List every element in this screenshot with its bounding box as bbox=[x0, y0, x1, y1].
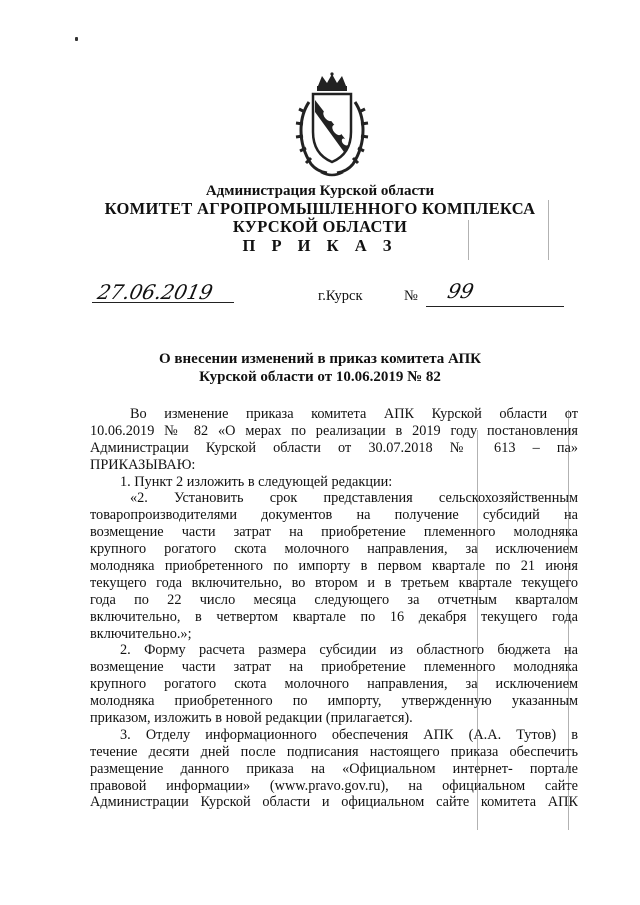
body-line: Во изменение приказа комитета АПК Курской области от bbox=[130, 406, 578, 422]
order-number: 99 bbox=[445, 279, 477, 303]
body-line: включительно.»; bbox=[90, 625, 192, 642]
scan-artifact bbox=[568, 410, 569, 830]
body-line: текущего года включительно, во втором и в третьем квартале текущего bbox=[90, 574, 578, 591]
body-line: товаропроизводителями документов на получение субсидий на bbox=[90, 507, 578, 524]
body-line: крупного рогатого скота молочного направления, за исключением bbox=[90, 541, 578, 558]
body-line: ПРИКАЗЫВАЮ: bbox=[90, 456, 196, 473]
body-line: 10.06.2019 № 82 «О мерах по реализации в 2019 году постановления bbox=[90, 422, 578, 439]
body-line: возмещение части затрат на приобретение племенного молодняка bbox=[90, 524, 578, 541]
number-sign: № bbox=[404, 288, 418, 304]
scan-speck bbox=[75, 37, 78, 41]
kursk-coat-of-arms-icon bbox=[291, 72, 373, 178]
subject-line-2: Курской области от 10.06.2019 № 82 bbox=[199, 369, 441, 385]
body-line: приказом, изложить в новой редакции (прилагается). bbox=[90, 710, 413, 727]
subject-line-1: О внесении изменений в приказ комитета АПК bbox=[158, 351, 481, 367]
body-line: правовой информации» (www.pravo.gov.ru), на официальном сайте bbox=[90, 777, 578, 794]
body-line: года по 22 число месяца следующего за отчетным кварталом bbox=[90, 591, 578, 608]
body-line: течение десяти дней после подписания настоящего приказа обеспечить bbox=[90, 743, 578, 760]
city: г.Курск bbox=[318, 288, 363, 304]
scan-artifact bbox=[548, 200, 549, 260]
scan-artifact bbox=[468, 220, 469, 260]
body-line: молодняка приобретенного по импорту в первом квартале по 21 июня bbox=[90, 558, 578, 575]
body-line: молодняка приобретенного по импорту, утвержденную указанным bbox=[90, 693, 578, 710]
order-body bbox=[90, 406, 578, 811]
body-line: Администрации Курской области от 30.07.2018 № 613 – па» bbox=[90, 439, 578, 456]
body-line: возмещение части затрат на приобретение племенного молодняка bbox=[90, 659, 578, 676]
number-underline bbox=[426, 306, 564, 307]
body-line: включительно, в четвертом квартале по 16 декабря текущего года bbox=[90, 608, 578, 625]
body-line: размещение данного приказа на «Официальном интернет- портале bbox=[90, 760, 578, 777]
administration-title: Администрация Курской области bbox=[205, 183, 435, 199]
order-date: 27.06.2019 bbox=[95, 280, 216, 304]
body-line: 3. Отделу информационного обеспечения АПК (А.А. Тутов) в bbox=[120, 726, 578, 743]
committee-title: КОМИТЕТ АГРОПРОМЫШЛЕННОГО КОМПЛЕКСА bbox=[104, 199, 536, 218]
scan-artifact bbox=[477, 430, 478, 830]
body-line: «2. Установить срок представления сельскохозяйственным bbox=[130, 490, 578, 507]
date-underline bbox=[92, 302, 234, 303]
body-line: 2. Форму расчета размера субсидии из областного бюджета на bbox=[120, 642, 578, 659]
document-type: П Р И К А З bbox=[242, 236, 398, 255]
body-line: 1. Пункт 2 изложить в следующей редакции: bbox=[120, 473, 393, 490]
region-title: КУРСКОЙ ОБЛАСТИ bbox=[232, 217, 408, 236]
body-line: Администрации Курской области и официальном сайте комитета АПК bbox=[90, 794, 578, 811]
body-line: крупного рогатого скота молочного направления, за исключением bbox=[90, 676, 578, 693]
